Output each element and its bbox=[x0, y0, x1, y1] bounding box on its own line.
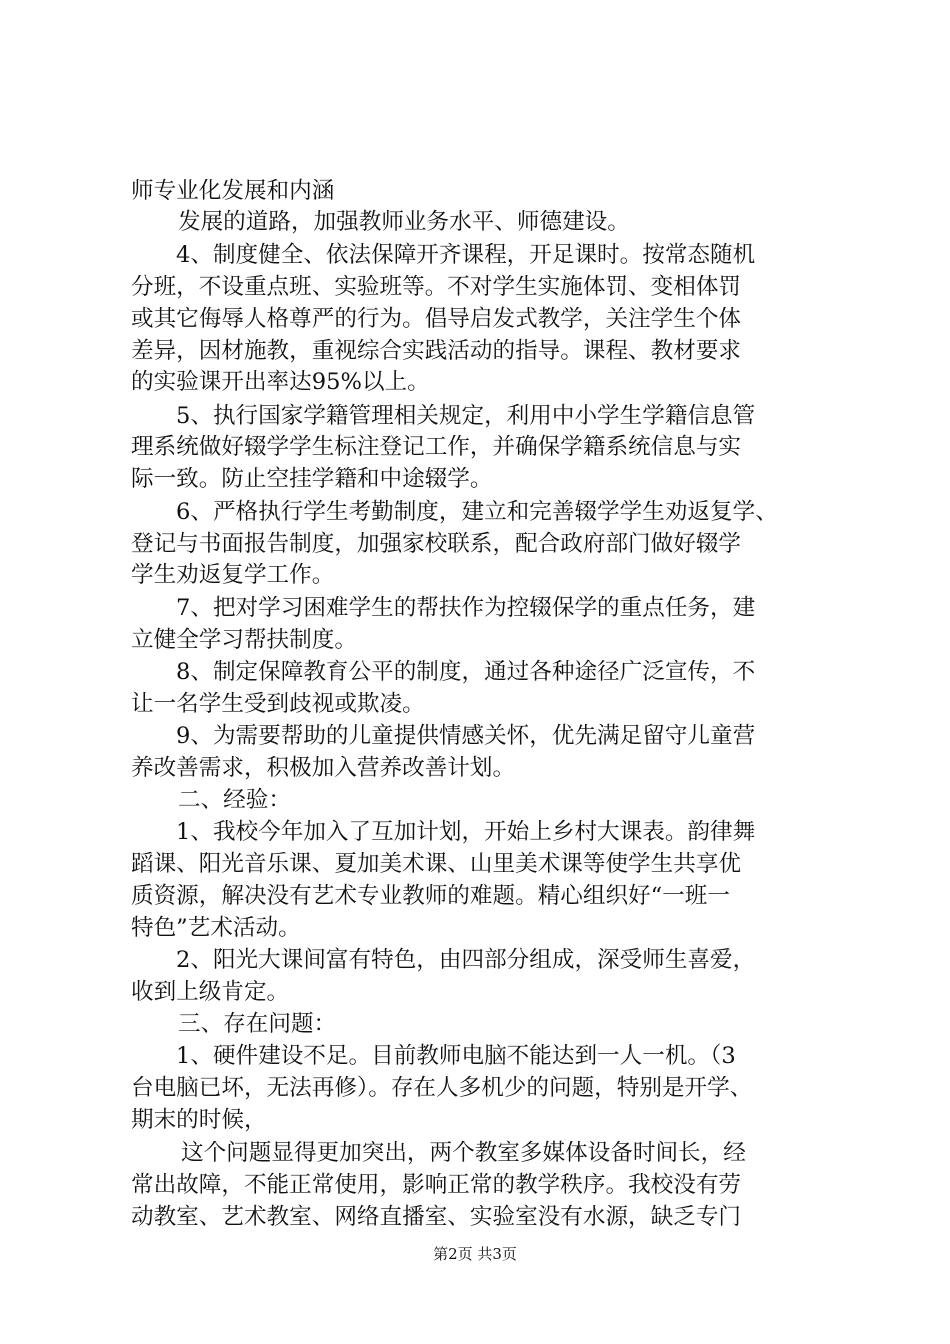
text-line: 4、制度健全、依法保障开齐课程，开足课时。按常态随机 bbox=[176, 242, 756, 268]
text-line: 1、我校今年加入了互加计划，开始上乡村大课表。韵律舞 bbox=[176, 819, 756, 845]
text-line: 理系统做好辍学学生标注登记工作，并确保学籍系统信息与实 bbox=[131, 434, 742, 460]
text-line: 学生劝返复学工作。 bbox=[131, 562, 335, 588]
text-line: 特色”艺术活动。 bbox=[131, 915, 301, 941]
text-line: 台电脑已坏，无法再修）。存在人多机少的问题，特别是开学、 bbox=[131, 1075, 753, 1101]
text-line: 收到上级肯定。 bbox=[131, 979, 290, 1005]
section-heading: 三、存在问题： bbox=[178, 1011, 337, 1037]
text-line: 分班，不设重点班、实验班等。不对学生实施体罚、变相体罚 bbox=[131, 274, 742, 300]
text-line: 发展的道路，加强教师业务水平、师德建设。 bbox=[178, 209, 630, 235]
text-line: 2、阳光大课间富有特色，由四部分组成，深受师生喜爱， bbox=[176, 947, 756, 973]
text-line: 期末的时候， bbox=[131, 1107, 267, 1133]
text-line: 5、执行国家学籍管理相关规定，利用中小学生学籍信息管 bbox=[176, 403, 756, 429]
text-line: 让一名学生受到歧视或欺凌。 bbox=[131, 691, 425, 717]
text-line: 7、把对学习困难学生的帮扶作为控辍保学的重点任务，建 bbox=[176, 595, 756, 621]
text-line: 登记与书面报告制度，加强家校联系，配合政府部门做好辍学 bbox=[131, 531, 742, 557]
text-line: 差异，因材施教，重视综合实践活动的指导。课程、教材要求 bbox=[131, 338, 742, 364]
text-line: 8、制定保障教育公平的制度，通过各种途径广泛宣传，不 bbox=[176, 659, 756, 685]
text-line: 养改善需求，积极加入营养改善计划。 bbox=[131, 755, 516, 781]
text-line: 常出故障，不能正常使用，影响正常的教学秩序。我校没有劳 bbox=[131, 1172, 742, 1198]
text-line: 的实验课开出率达95%以上。 bbox=[131, 369, 430, 395]
text-line: 9、为需要帮助的儿童提供情感关怀，优先满足留守儿童营 bbox=[176, 723, 756, 749]
text-line: 际一致。防止空挂学籍和中途辍学。 bbox=[131, 466, 493, 492]
text-line: 立健全学习帮扶制度。 bbox=[131, 627, 357, 653]
text-line: 师专业化发展和内涵 bbox=[131, 178, 335, 204]
section-heading: 二、经验： bbox=[178, 787, 291, 813]
text-line: 动教室、艺术教室、网络直播室、实验室没有水源，缺乏专门 bbox=[131, 1204, 742, 1230]
text-line: 1、硬件建设不足。目前教师电脑不能达到一人一机。（3 bbox=[176, 1043, 736, 1069]
text-line: 6、严格执行学生考勤制度，建立和完善辍学学生劝返复学、 bbox=[176, 499, 778, 525]
text-line: 这个问题显得更加突出，两个教室多媒体设备时间长，经 bbox=[181, 1140, 746, 1166]
text-line: 蹈课、阳光音乐课、夏加美术课、山里美术课等使学生共享优 bbox=[131, 851, 742, 877]
page-number-footer: 第2页 共3页 bbox=[433, 1245, 517, 1263]
text-line: 质资源，解决没有艺术专业教师的难题。精心组织好“一班一 bbox=[131, 883, 730, 909]
text-line: 或其它侮辱人格尊严的行为。倡导启发式教学，关注学生个体 bbox=[131, 306, 742, 332]
